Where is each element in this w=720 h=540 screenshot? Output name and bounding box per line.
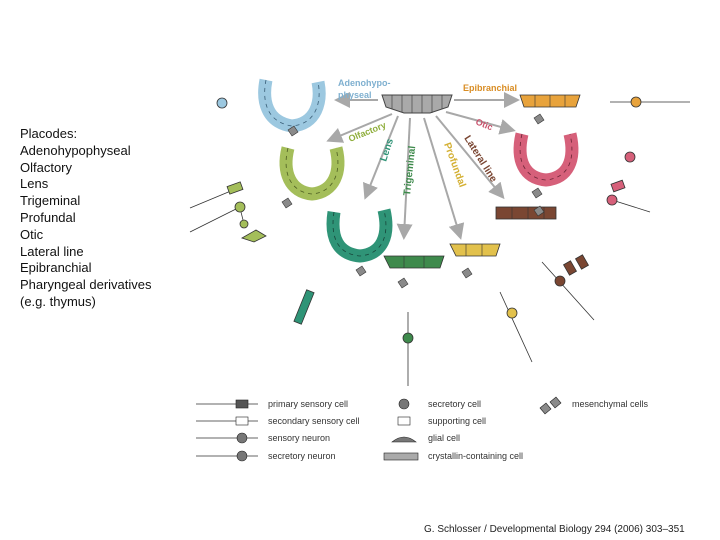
adenohypophyseal-placode bbox=[217, 80, 319, 126]
legend-secretory-cell: secretory cell bbox=[428, 399, 482, 409]
legend-primary-sensory-cell: primary sensory cell bbox=[268, 399, 349, 409]
lateral-line-placode bbox=[496, 207, 594, 320]
placode-list-heading: Placodes: bbox=[20, 126, 78, 141]
label-olfactory: Olfactory bbox=[347, 119, 388, 144]
placode-list-item: Lens bbox=[20, 176, 49, 192]
legend-glial-cell: glial cell bbox=[428, 433, 461, 443]
trigeminal-placode bbox=[384, 256, 444, 386]
placode-list-item: Otic bbox=[20, 226, 44, 242]
otic-placode bbox=[520, 134, 650, 212]
legend-secretory-neuron: secretory neuron bbox=[268, 451, 336, 461]
label-otic: Otic bbox=[474, 116, 495, 133]
label-profundal: Profundal bbox=[441, 141, 468, 189]
legend-crystallin-cell: crystallin-containing cell bbox=[428, 451, 524, 461]
placode-list-item: Trigeminal bbox=[20, 193, 81, 209]
sensory-neuron-icon bbox=[237, 433, 247, 443]
olfactory-placode bbox=[190, 148, 338, 242]
placode-list-item: Olfactory bbox=[20, 159, 73, 175]
label-lens: Lens bbox=[378, 137, 397, 163]
lens-placode bbox=[294, 210, 386, 324]
secretory-neuron-icon bbox=[237, 451, 247, 461]
glial-cell-icon bbox=[392, 437, 416, 442]
placode-list-item: Lateral line bbox=[20, 243, 84, 259]
supporting-cell-icon bbox=[398, 417, 410, 425]
primary-sensory-cell-icon bbox=[236, 400, 248, 408]
placode-list-item: Adenohypophyseal bbox=[20, 142, 131, 158]
citation: G. Schlosser / Developmental Biology 294 (2006) 303–351 bbox=[424, 524, 685, 535]
label-adenohypophyseal-1: Adenohypo- bbox=[338, 78, 391, 88]
placode-list-item: (e.g. thymus) bbox=[20, 293, 96, 309]
placode-list-item: Epibranchial bbox=[20, 260, 92, 276]
placode-list-item: Pharyngeal derivatives bbox=[20, 277, 152, 293]
profundal-placode bbox=[450, 244, 532, 362]
central-ectoderm bbox=[382, 95, 452, 113]
label-epibranchial: Epibranchial bbox=[463, 83, 518, 93]
label-lateral-line: Lateral line bbox=[461, 133, 499, 185]
placode-list-item: Profundal bbox=[20, 209, 76, 225]
legend bbox=[196, 397, 649, 461]
legend-secondary-sensory-cell: secondary sensory cell bbox=[268, 416, 360, 426]
crystallin-cell-icon bbox=[384, 453, 418, 460]
legend-sensory-neuron: sensory neuron bbox=[268, 433, 331, 443]
mesenchymal-cells-icon bbox=[540, 397, 561, 414]
label-trigeminal: Trigeminal bbox=[402, 145, 419, 197]
legend-mesenchymal-cells: mesenchymal cells bbox=[572, 399, 649, 409]
legend-supporting-cell: supporting cell bbox=[428, 416, 487, 426]
label-adenohypophyseal-2: physeal bbox=[338, 90, 372, 100]
secondary-sensory-cell-icon bbox=[236, 417, 248, 425]
epibranchial-placode bbox=[520, 95, 690, 107]
secretory-cell-icon bbox=[399, 399, 409, 409]
